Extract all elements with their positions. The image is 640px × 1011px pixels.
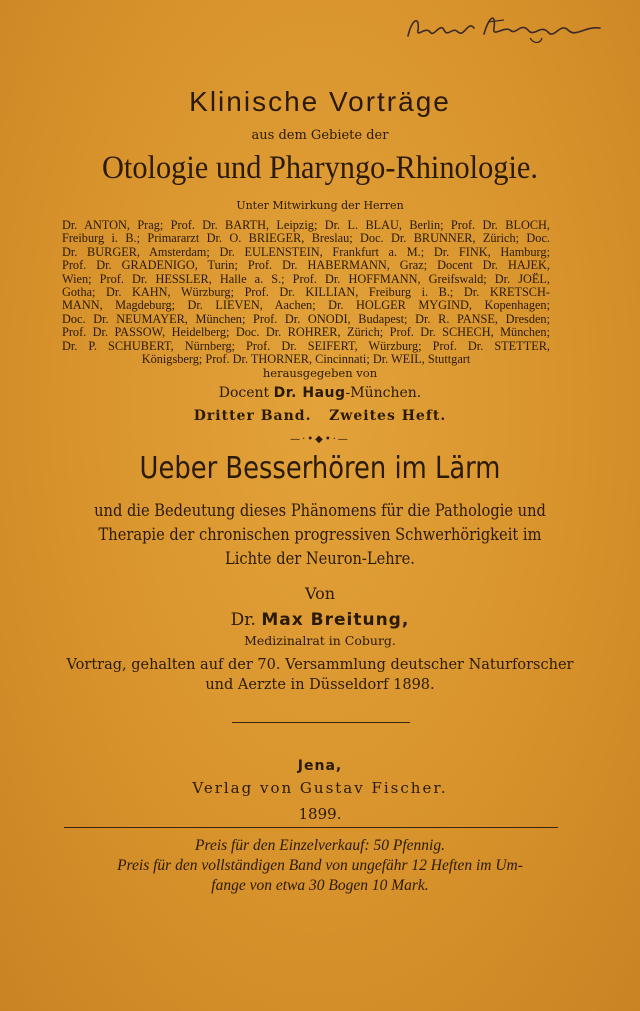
subtitle-line: und die Bedeutung dieses Phänomens für die Pathologie und [94,501,546,521]
ornament-divider: —·•◆•·— [290,434,350,445]
by-line: Von [304,584,336,603]
author-name: Max Breitung, [261,610,410,630]
subtitle-line: Therapie der chronischen progressiven Schwerhörigkeit im [98,525,542,545]
collaborators-line: Doc. Dr. NEUMAYER, München; Prof. Dr. ONODI, Budapest; Dr. R. PANSE, Dresden; [62,311,550,326]
publication-year: 1899. [298,805,342,823]
subtitle-line: Lichte der Neuron-Lehre. [225,549,415,569]
editor-suffix: -München. [345,385,422,401]
publisher: Verlag von Gustav Fischer. [192,779,448,797]
lecture-line: und Aerzte in Düsseldorf 1898. [205,677,435,693]
price-line: Preis für den vollständigen Band von ungefähr 12 Heften im Um- [117,857,523,874]
volume-text: Dritter Band. Zweites Heft. [193,408,447,424]
series-subject: Otologie und Pharyngo-Rhinologie. [102,150,538,186]
collaborators-line: Dr. ANTON, Prag; Prof. Dr. BARTH, Leipzig; Dr. L. BLAU, Berlin; Prof. Dr. BLOCH, [62,218,550,232]
editor-line [0,385,640,401]
collaborators-line: Dr. BURGER, Amsterdam; Dr. EULENSTEIN, Frankfurt a. M.; Dr. FINK, Hamburg; [62,244,550,259]
volume-issue [0,408,640,424]
collaborators-line: MANN, Magdeburg; Dr. LIEVEN, Aachen; Dr. HOLGER MYGIND, Kopenhagen; [62,298,550,313]
price-info [0,836,640,896]
series-title: Klinische Vorträge [189,86,451,117]
author-prefix: Dr. [230,610,256,630]
publication-place: Jena, [297,758,343,774]
author [0,610,640,630]
collaborators-line: Wien; Prof. Dr. HESSLER, Halle a. S.; Prof. Dr. HOFFMANN, Greifswald; Dr. JOËL, [62,271,550,286]
main-title: Ueber Besserhören im Lärm [139,451,501,486]
collaborators-intro: Unter Mitwirkung der Herren [236,199,404,212]
collaborators-line: Dr. P. SCHUBERT, Nürnberg; Prof. Dr. SEIFERT, Würzburg; Prof. Dr. STETTER, [62,338,550,353]
lecture-line: Vortrag, gehalten auf der 70. Versammlung deutscher Naturforscher [66,657,574,673]
collaborators-line: Gotha; Dr. KAHN, Würzburg; Prof. Dr. KILLIAN, Freiburg i. B.; Dr. KRETSCH- [62,285,550,300]
collaborators-line: Prof. Dr. GRADENIGO, Turin; Prof. Dr. HABERMANN, Graz; Docent Dr. HAJEK, [62,258,550,273]
handwritten-signature [400,8,610,48]
price-line: Preis für den Einzelverkauf: 50 Pfennig. [195,837,445,854]
series-subheading: aus dem Gebiete der [251,128,389,143]
price-line: fange von etwa 30 Bogen 10 Mark. [211,877,429,894]
collaborators-line: Prof. Dr. PASSOW, Heidelberg; Doc. Dr. ROHRER, Zürich; Prof. Dr. SCHECH, München; [62,325,550,340]
collaborators-line: Königsberg; Prof. Dr. THORNER, Cincinnati; Dr. WEIL, Stuttgart [141,352,471,367]
author-title: Medizinalrat in Coburg. [244,633,396,648]
collaborators-list [62,219,550,366]
editor-intro: herausgegeben von [262,366,378,380]
editor-name: Dr. Haug [273,385,346,401]
editor-prefix: Docent [218,385,270,401]
divider-rule [64,827,558,828]
divider-rule [232,722,410,723]
lecture-note [0,655,640,695]
subtitle [45,499,595,571]
collaborators-line: Freiburg i. B.; Primararzt Dr. O. BRIEGER, Breslau; Doc. Dr. BRUNNER, Zürich; Doc. [62,231,550,246]
